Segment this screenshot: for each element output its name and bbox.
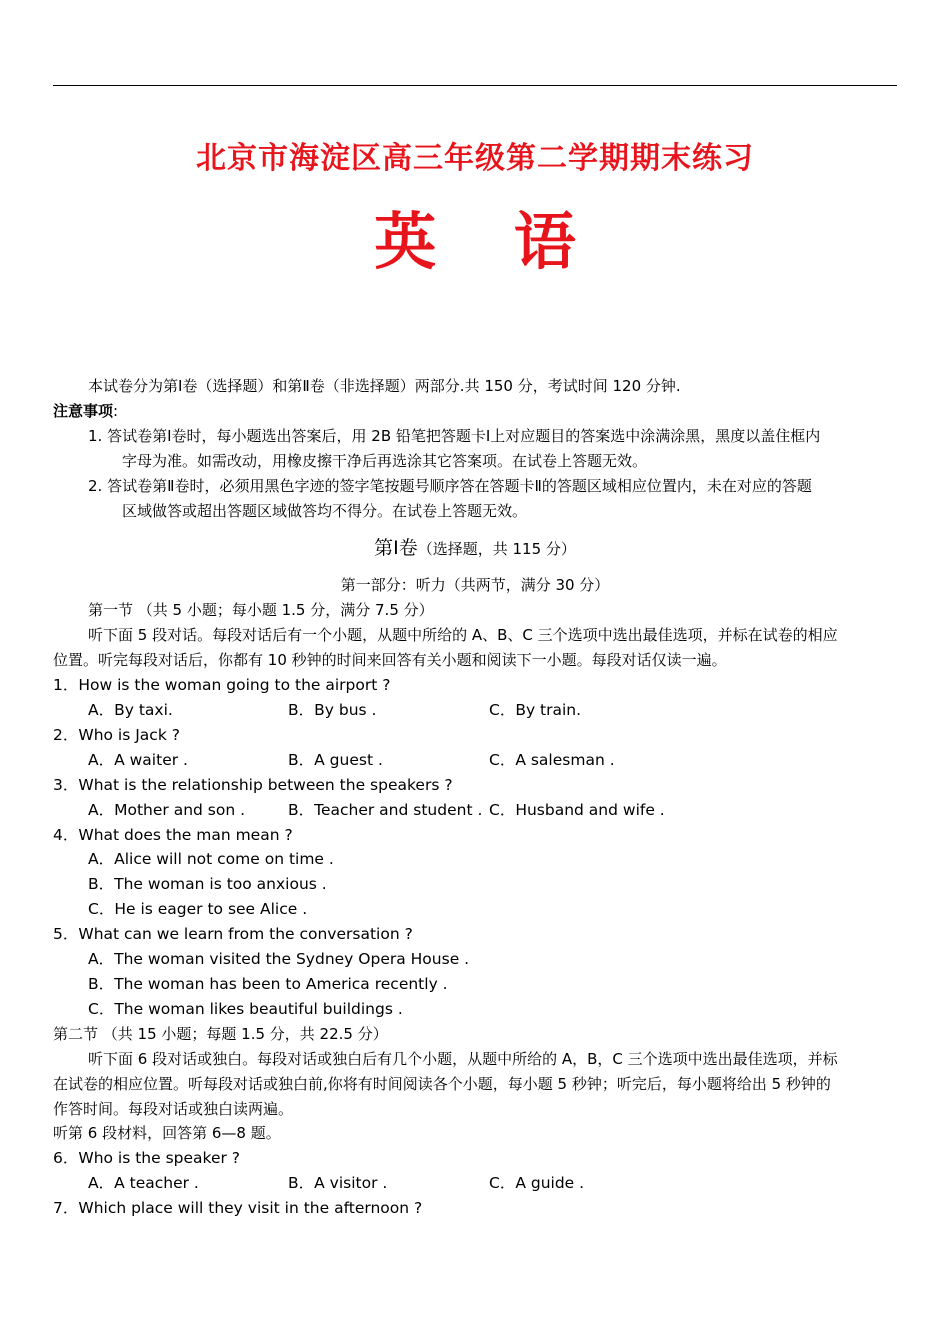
part1-title: 第一部分：听力（共两节，满分 30 分） — [340, 576, 610, 594]
note-item-2-line-1: 2. 答试卷第Ⅱ卷时，必须用黑色字迹的签字笔按题号顺序答在答题卡Ⅱ的答题区域相应位置内，未在对应的答题 — [88, 477, 812, 495]
question-5-stem: 5．What can we learn from the conversation ? — [53, 925, 413, 943]
question-6-option-a: A．A teacher . — [88, 1174, 199, 1192]
question-5-option-b: B．The woman has been to America recently . — [88, 975, 448, 993]
section2-instructions-line-3: 作答时间。每段对话或独白读两遍。 — [53, 1100, 294, 1118]
subject-title: 英 语 — [374, 205, 604, 278]
question-4-stem: 4．What does the man mean ? — [53, 826, 293, 844]
section1-title: 第一节 （共 5 小题；每小题 1.5 分，满分 7.5 分） — [88, 601, 434, 619]
question-3-option-c: C．Husband and wife . — [489, 801, 665, 819]
question-6-option-c: C．A guide . — [489, 1174, 585, 1192]
volume-subtitle: （选择题，共 115 分） — [417, 540, 576, 558]
header-rule — [53, 85, 897, 86]
question-4-option-a: A．Alice will not come on time . — [88, 850, 334, 868]
question-6-option-b: B．A visitor . — [288, 1174, 388, 1192]
section1-instructions-line-2: 位置。听完每段对话后，你都有 10 秒钟的时间来回答有关小题和阅读下一小题。每段对话仅读一遍。 — [53, 651, 727, 669]
question-3-stem: 3．What is the relationship between the speakers ? — [53, 776, 453, 794]
notes-heading — [53, 400, 118, 422]
note-item-1-line-1: 1. 答试卷第Ⅰ卷时，每小题选出答案后，用 2B 铅笔把答题卡Ⅰ上对应题目的答案选中涂满涂黑，黑度以盖住框内 — [88, 427, 821, 445]
note-item-2-line-2: 区域做答或超出答题区域做答均不得分。在试卷上答题无效。 — [122, 502, 528, 520]
question-2-option-a: A．A waiter . — [88, 751, 188, 769]
exam-title: 北京市海淀区高三年级第二学期期末练习 — [196, 141, 754, 176]
question-4-option-c: C．He is eager to see Alice . — [88, 900, 308, 918]
question-1-option-b: B．By bus . — [288, 701, 377, 719]
question-3-option-a: A．Mother and son . — [88, 801, 246, 819]
section2-instructions-line-2: 在试卷的相应位置。听每段对话或独白前,你将有时间阅读各个小题，每小题 5 秒钟；听完后，每小题将给出 5 秒钟的 — [53, 1075, 831, 1093]
notes-heading-colon: : — [113, 402, 119, 420]
note-item-1-line-2: 字母为准。如需改动，用橡皮擦干净后再选涂其它答案项。在试卷上答题无效。 — [122, 452, 648, 470]
section2-title: 第二节 （共 15 小题；每题 1.5 分，共 22.5 分） — [53, 1025, 388, 1043]
question-2-option-c: C．A salesman . — [489, 751, 615, 769]
question-5-option-a: A．The woman visited the Sydney Opera House . — [88, 950, 470, 968]
question-1-stem: 1．How is the woman going to the airport ? — [53, 676, 391, 694]
question-2-stem: 2．Who is Jack ? — [53, 726, 180, 744]
section1-instructions-line-1: 听下面 5 段对话。每段对话后有一个小题，从题中所给的 A、B、C 三个选项中选出最佳选项，并标在试卷的相应 — [88, 626, 838, 644]
question-6-stem: 6．Who is the speaker ? — [53, 1149, 241, 1167]
question-5-option-c: C．The woman likes beautiful buildings . — [88, 1000, 403, 1018]
question-2-option-b: B．A guest . — [288, 751, 383, 769]
volume-heading — [0, 537, 950, 560]
question-7-stem: 7．Which place will they visit in the afternoon ? — [53, 1199, 423, 1217]
volume-title: 第Ⅰ卷 — [374, 537, 418, 559]
question-4-option-b: B．The woman is too anxious . — [88, 875, 327, 893]
question-3-option-b: B．Teacher and student . — [288, 801, 483, 819]
section2-instructions-line-1: 听下面 6 段对话或独白。每段对话或独白后有几个小题，从题中所给的 A，B，C 三个选项中选出最佳选项，并标 — [88, 1050, 838, 1068]
material-6-heading: 听第 6 段材料，回答第 6—8 题。 — [53, 1124, 281, 1142]
question-1-option-c: C．By train. — [489, 701, 582, 719]
question-1-option-a: A．By taxi. — [88, 701, 173, 719]
intro-text: 本试卷分为第Ⅰ卷（选择题）和第Ⅱ卷（非选择题）两部分.共 150 分，考试时间 120 分钟. — [88, 377, 681, 395]
notes-heading-label: 注意事项 — [53, 402, 114, 420]
